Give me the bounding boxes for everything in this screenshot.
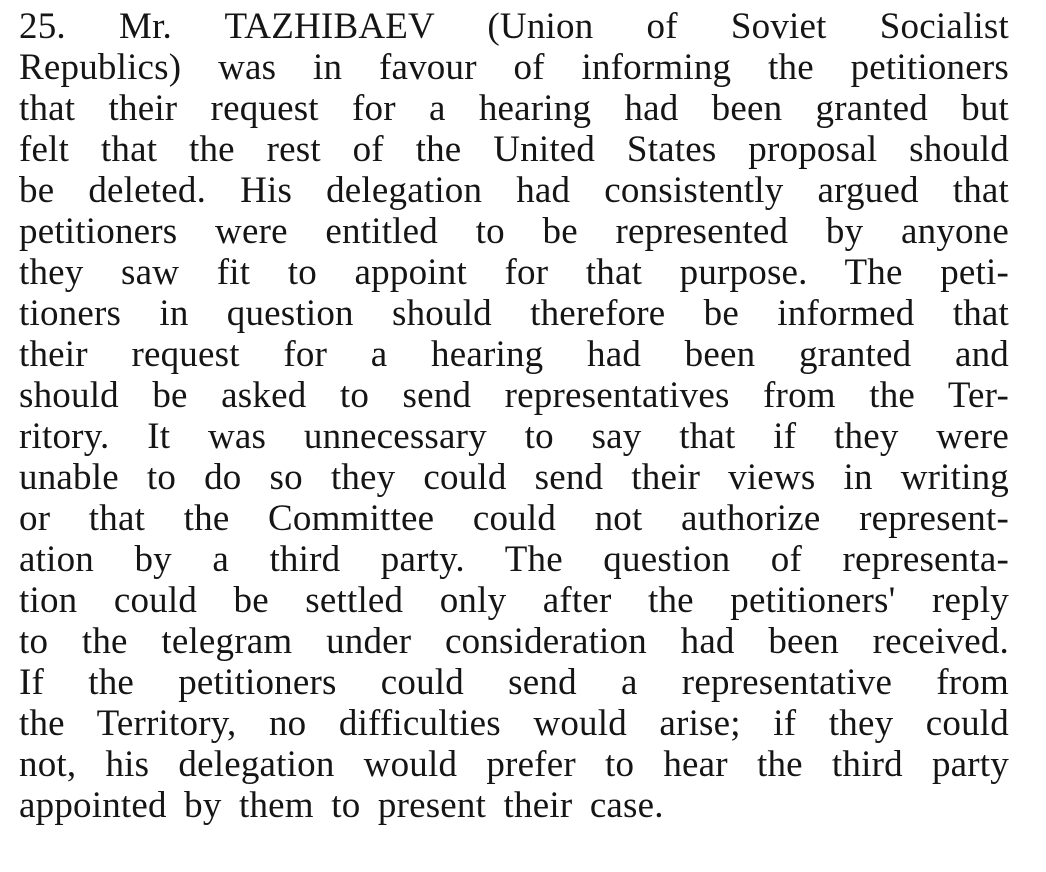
text-line: be deleted. His delegation had consistently argued that [19,170,1009,211]
text-line: their request for a hearing had been granted and [19,334,1009,375]
document-page [19,0,1009,826]
paragraph-25 [19,6,1009,826]
text-line: unable to do so they could send their views in writing [19,457,1009,498]
text-line: If the petitioners could send a representative from [19,662,1009,703]
text-line: appointed by them to present their case. [19,785,664,826]
text-line: that their request for a hearing had been granted but [19,88,1009,129]
text-line: tion could be settled only after the petitioners' reply [19,580,1009,621]
text-line: the Territory, no difficulties would arise; if they could [19,703,1009,744]
text-line: ritory. It was unnecessary to say that if they were [19,416,1009,457]
text-line: Republics) was in favour of informing the petitioners [19,47,1009,88]
text-line: or that the Committee could not authorize represent- [19,498,1009,539]
text-line: should be asked to send representatives from the Ter- [19,375,1009,416]
text-line: not, his delegation would prefer to hear the third party [19,744,1009,785]
text-line: petitioners were entitled to be represented by anyone [19,211,1009,252]
text-line: felt that the rest of the United States proposal should [19,129,1009,170]
text-line: 25. Mr. TAZHIBAEV (Union of Soviet Socialist [19,6,1009,47]
text-line: they saw fit to appoint for that purpose. The peti- [19,252,1009,293]
text-line: to the telegram under consideration had been received. [19,621,1009,662]
text-line: tioners in question should therefore be informed that [19,293,1009,334]
text-line: ation by a third party. The question of representa- [19,539,1009,580]
